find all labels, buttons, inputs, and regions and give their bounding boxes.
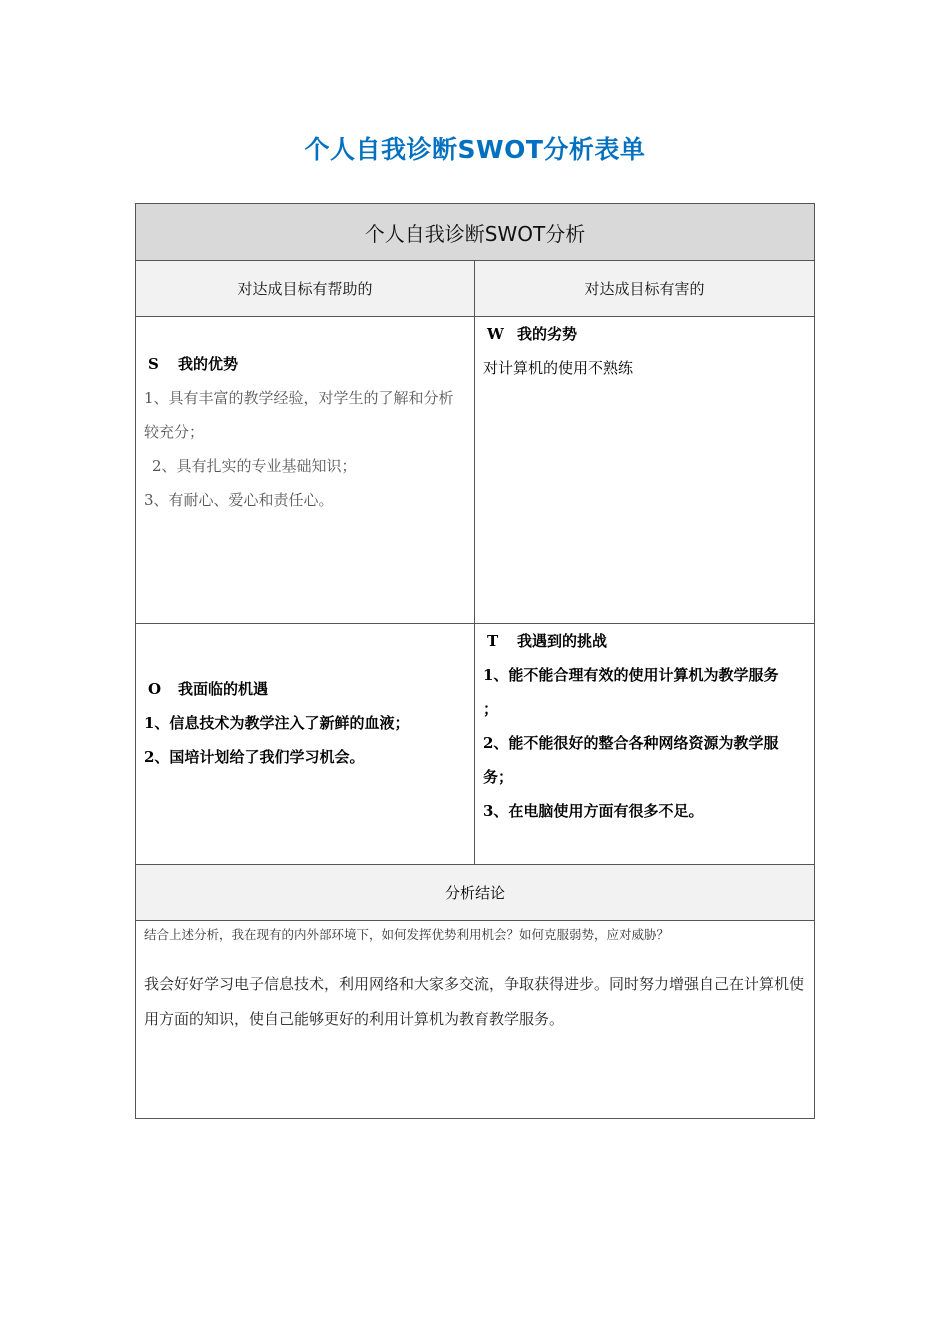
conclusion-heading: 分析结论 xyxy=(136,865,814,921)
threat-item: ； xyxy=(483,700,499,718)
threats-cell xyxy=(475,624,814,864)
strengths-label: S 我的优势 xyxy=(148,355,239,373)
swot-table xyxy=(135,203,815,1119)
opportunity-item: 2、国培计划给了我们学习机会。 xyxy=(144,748,365,766)
conclusion-cell xyxy=(136,921,814,1118)
threats-label: T 我遇到的挑战 xyxy=(487,632,608,650)
helpful-heading: 对达成目标有帮助的 xyxy=(136,261,475,316)
strength-item: 2、具有扎实的专业基础知识； xyxy=(152,457,357,475)
threat-item: 3、在电脑使用方面有很多不足。 xyxy=(483,802,704,820)
strength-item: 3、有耐心、爱心和责任心。 xyxy=(144,491,334,509)
strengths-cell xyxy=(136,317,475,623)
conclusion-question: 结合上述分析，我在现有的内外部环境下，如何发挥优势利用机会？如何克服弱势，应对威胁？ xyxy=(144,927,670,942)
weakness-item: 对计算机的使用不熟练 xyxy=(483,359,634,377)
threat-item: 2、能不能很好的整合各种网络资源为教学服务； xyxy=(483,734,779,786)
internal-row xyxy=(136,317,814,624)
opportunities-label: O 我面临的机遇 xyxy=(148,680,269,698)
weaknesses-cell xyxy=(475,317,814,623)
external-row xyxy=(136,624,814,865)
table-heading: 个人自我诊断SWOT分析 xyxy=(136,204,814,261)
conclusion-answer: 我会好好学习电子信息技术，利用网络和大家多交流，争取获得进步。同时努力增强自己在计算机使用方面的知识，使自己能够更好的利用计算机为教育教学服务。 xyxy=(144,975,805,1028)
threat-item: 1、能不能合理有效的使用计算机为教学服务 xyxy=(483,666,779,684)
harmful-heading: 对达成目标有害的 xyxy=(584,280,705,298)
opportunity-item: 1、信息技术为教学注入了新鲜的血液； xyxy=(144,714,410,732)
strength-item: 1、具有丰富的教学经验，对学生的了解和分析较充分； xyxy=(144,389,454,441)
column-headers xyxy=(136,261,814,317)
weaknesses-label: W 我的劣势 xyxy=(487,325,578,343)
page-title: 个人自我诊断SWOT分析表单 xyxy=(304,135,646,164)
opportunities-cell xyxy=(136,624,475,864)
